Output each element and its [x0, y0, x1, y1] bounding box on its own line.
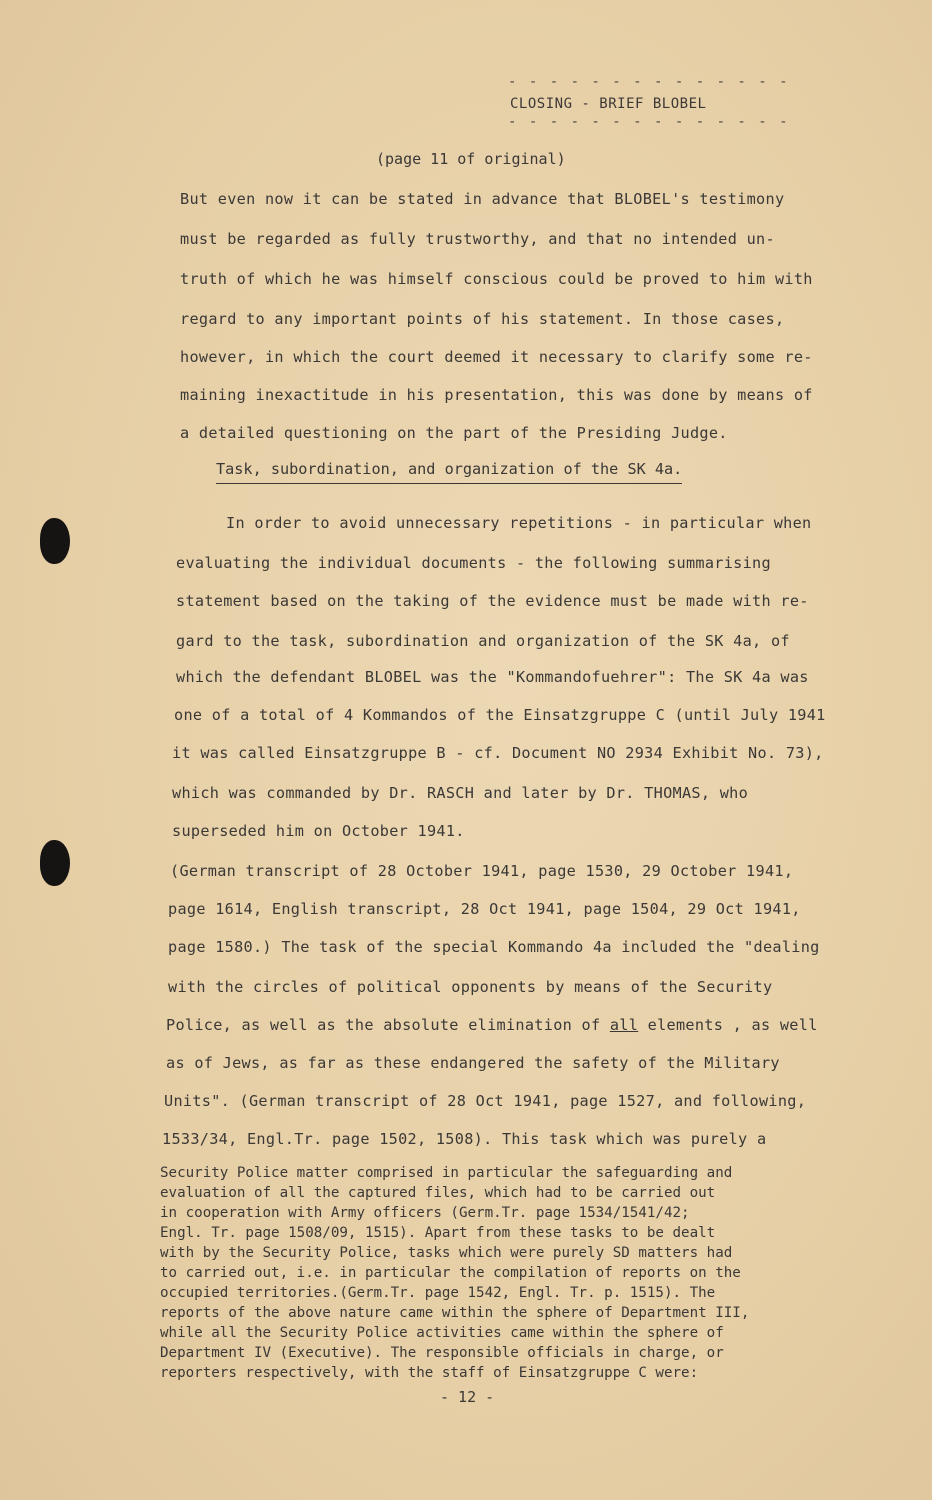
emphasis-underline: all: [609, 1016, 639, 1034]
small-line: reporters respectively, with the staff of Einsatzgruppe C were:: [160, 1365, 699, 1381]
small-line: evaluation of all the captured files, which had to be carried out: [160, 1185, 716, 1201]
body-line: statement based on the taking of the evidence must be made with re-: [176, 592, 809, 610]
header-title: CLOSING - BRIEF BLOBEL: [510, 96, 707, 112]
small-line: Engl. Tr. page 1508/09, 1515). Apart from these tasks to be dealt: [160, 1225, 716, 1241]
body-line: But even now it can be stated in advance that BLOBEL's testimony: [180, 190, 785, 208]
small-line: Department IV (Executive). The responsible officials in charge, or: [160, 1345, 724, 1361]
small-line: occupied territories.(Germ.Tr. page 1542, Engl. Tr. p. 1515). The: [160, 1285, 716, 1301]
body-line: [166, 1016, 818, 1034]
body-line: page 1614, English transcript, 28 Oct 1941, page 1504, 29 Oct 1941,: [168, 900, 801, 918]
punch-hole-top: [40, 518, 70, 564]
body-line: truth of which he was himself conscious could be proved to him with: [180, 270, 813, 288]
body-line: with the circles of political opponents by means of the Security: [168, 978, 773, 996]
body-line: In order to avoid unnecessary repetitions - in particular when: [226, 514, 812, 532]
body-line: as of Jews, as far as these endangered the safety of the Military: [166, 1054, 780, 1072]
body-line: regard to any important points of his statement. In those cases,: [180, 310, 785, 328]
body-line: (German transcript of 28 October 1941, page 1530, 29 October 1941,: [170, 862, 794, 880]
small-line: to carried out, i.e. in particular the compilation of reports on the: [160, 1265, 741, 1281]
body-line: however, in which the court deemed it necessary to clarify some re-: [180, 348, 813, 366]
body-text: elements , as well: [638, 1016, 818, 1034]
header-dashes-top: - - - - - - - - - - - - - -: [508, 74, 790, 90]
body-line: evaluating the individual documents - the following summarising: [176, 554, 771, 572]
page-reference: (page 11 of original): [376, 150, 566, 168]
body-line: gard to the task, subordination and organization of the SK 4a, of: [176, 632, 790, 650]
body-line: must be regarded as fully trustworthy, and that no intended un-: [180, 230, 775, 248]
body-text: Police, as well as the absolute elimination of: [166, 1016, 610, 1034]
page-number: - 12 -: [440, 1388, 495, 1406]
body-line: it was called Einsatzgruppe B - cf. Document NO 2934 Exhibit No. 73),: [172, 744, 824, 762]
header-dashes-bottom: - - - - - - - - - - - - - -: [508, 114, 790, 130]
small-line: in cooperation with Army officers (Germ.Tr. page 1534/1541/42;: [160, 1205, 690, 1221]
body-line: maining inexactitude in his presentation, this was done by means of: [180, 386, 813, 404]
body-line: Units". (German transcript of 28 Oct 1941, page 1527, and following,: [164, 1092, 807, 1110]
body-line: which the defendant BLOBEL was the "Kommandofuehrer": The SK 4a was: [176, 668, 809, 686]
small-line: while all the Security Police activities came within the sphere of: [160, 1325, 724, 1341]
small-line: with by the Security Police, tasks which were purely SD matters had: [160, 1245, 733, 1261]
body-line: page 1580.) The task of the special Kommando 4a included the "dealing: [168, 938, 820, 956]
body-line: one of a total of 4 Kommandos of the Einsatzgruppe C (until July 1941: [174, 706, 826, 724]
body-line: a detailed questioning on the part of the Presiding Judge.: [180, 424, 728, 442]
body-line: which was commanded by Dr. RASCH and later by Dr. THOMAS, who: [172, 784, 749, 802]
small-line: Security Police matter comprised in particular the safeguarding and: [160, 1165, 733, 1181]
body-line: 1533/34, Engl.Tr. page 1502, 1508). This task which was purely a: [162, 1130, 767, 1148]
small-line: reports of the above nature came within the sphere of Department III,: [160, 1305, 750, 1321]
section-heading: Task, subordination, and organization of the SK 4a.: [216, 460, 682, 484]
punch-hole-bottom: [40, 840, 70, 886]
body-line: superseded him on October 1941.: [172, 822, 465, 840]
